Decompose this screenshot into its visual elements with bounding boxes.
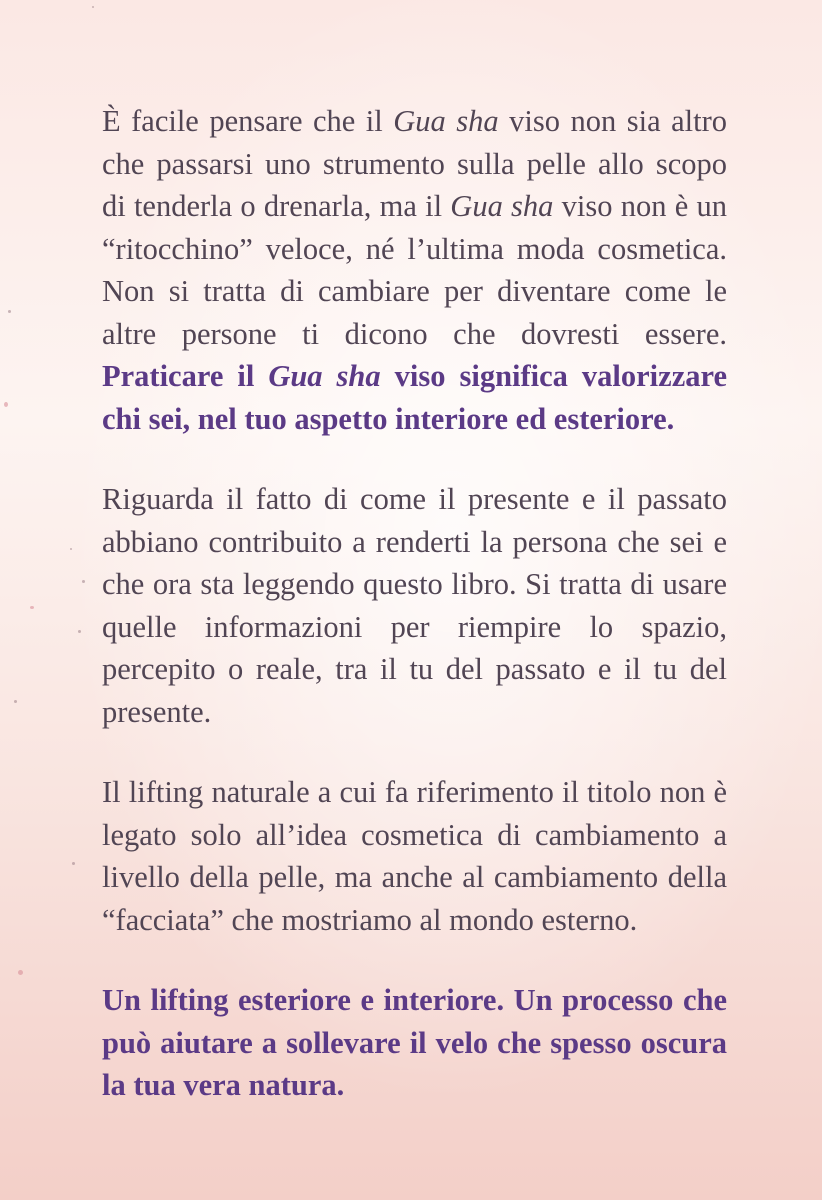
paragraph-1-text-b: viso non sia altro che passarsi uno strumento sulla pelle allo scopo di tenderla o drenarla, ma il (102, 104, 727, 223)
decorative-speck (82, 580, 85, 583)
body-text (102, 100, 727, 1107)
gua-sha-term: Gua sha (450, 189, 554, 223)
decorative-speck (18, 970, 23, 975)
paragraph-1-emphasis-a: Praticare il (102, 359, 269, 393)
paragraph-1-text-c: viso non è un “ritocchino” veloce, né l’ultima moda cosmetica. Non si tratta di cambiare per diventare come le altre persone ti dicono che dovresti essere. (102, 189, 727, 351)
gua-sha-term: Gua sha (393, 104, 499, 138)
decorative-speck (72, 862, 75, 865)
decorative-speck (70, 548, 72, 550)
decorative-speck (8, 310, 11, 313)
paragraph-2: Riguarda il fatto di come il presente e il passato abbiano contribuito a renderti la persona che sei e che ora sta leggendo questo libro. Si tratta di usare quelle informazioni per riempire lo spazio, percepito o reale, tra il tu del passato e il tu del presente. (102, 482, 727, 729)
paragraph-4-emphasis: Un lifting esteriore e interiore. Un processo che può aiutare a sollevare il velo che spesso oscura la tua vera natura. (102, 983, 727, 1102)
paragraph-1 (102, 100, 727, 440)
paragraph-1-text-a: È facile pensare che il (102, 104, 394, 138)
decorative-speck (92, 6, 94, 8)
decorative-speck (30, 606, 34, 609)
decorative-speck (4, 402, 8, 407)
decorative-speck (78, 630, 81, 633)
gua-sha-term: Gua sha (268, 359, 381, 393)
paragraph-1-emphasis-b: viso significa valorizzare chi sei, nel tuo aspetto interiore ed esteriore. (102, 359, 728, 436)
paragraph-1-emphasis (102, 359, 727, 436)
paragraph-3: Il lifting naturale a cui fa riferimento il titolo non è legato solo all’idea cosmetica di cambiamento a livello della pelle, ma anche al cambiamento della “facciata” che mostriamo al mondo esterno. (102, 775, 727, 937)
decorative-speck (14, 700, 17, 703)
